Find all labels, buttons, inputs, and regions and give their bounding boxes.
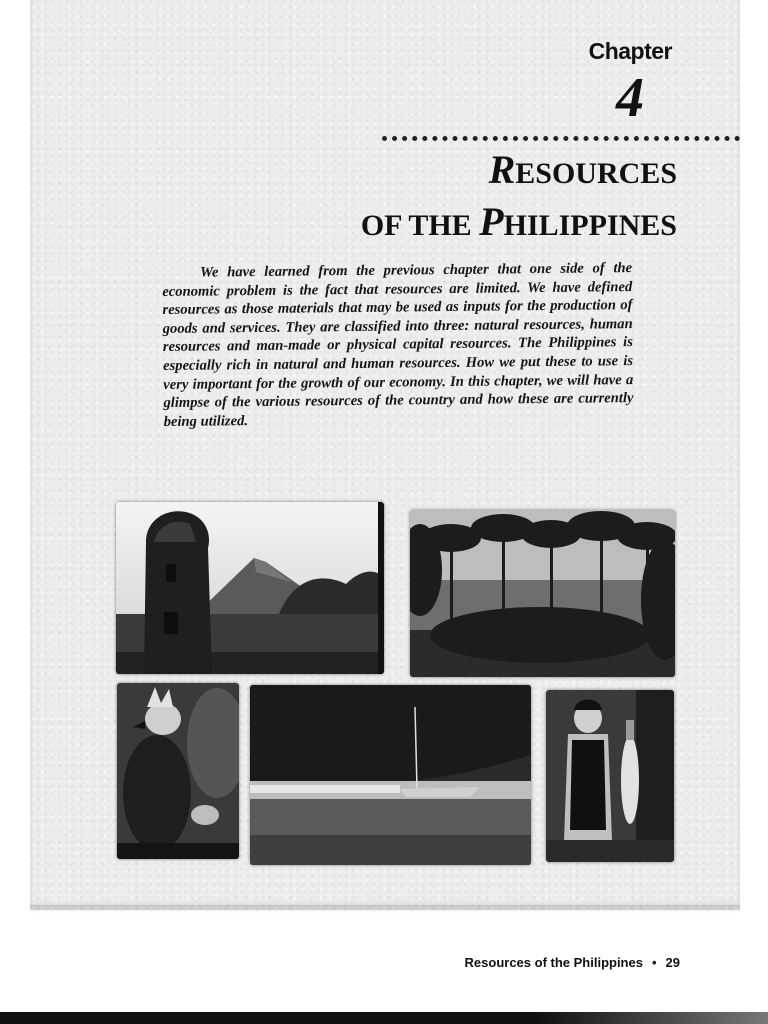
title-of-the: OF THE: [360, 209, 480, 242]
scanner-edge: [0, 1012, 768, 1024]
page-footer: [465, 955, 680, 970]
page-edge-shadow: [30, 905, 740, 913]
page-number: 29: [665, 955, 680, 970]
dotted-divider: [382, 136, 740, 141]
title-initial-p: P: [479, 199, 504, 244]
running-title: Resources of the Philippines: [464, 955, 643, 970]
chapter-title-line-2: [361, 198, 677, 245]
photo-eagle: [117, 683, 239, 859]
footer-separator: •: [651, 955, 657, 970]
chapter-title-line-1: [489, 146, 677, 193]
intro-paragraph: We have learned from the previous chapter that one side of the economic problem is the fact that resources are limited. We have defined resources as those materials that may be used as inputs for the production of goods and services. They are classified into three: natural resources, human resources and man-made or physical capital resources. The Philippines is especially rich in natural and human resources. How we put these to use is very important for the growth of our economy. In this chapter, we will have a glimpse of the various resources of the country and how these are currently being utilized.: [162, 260, 634, 430]
photo-tower-volcano: [116, 502, 384, 674]
chapter-label: Chapter: [588, 38, 672, 64]
photo-palm-grove: [410, 510, 675, 677]
title-initial-r: R: [488, 147, 516, 192]
photo-boy-with-fish: [546, 690, 674, 862]
chapter-number: 4: [616, 67, 644, 129]
photo-beach-sailboat: [250, 685, 531, 865]
title-word-philippines: HILIPPINES: [503, 209, 677, 242]
title-word-resources: ESOURCES: [515, 157, 677, 190]
